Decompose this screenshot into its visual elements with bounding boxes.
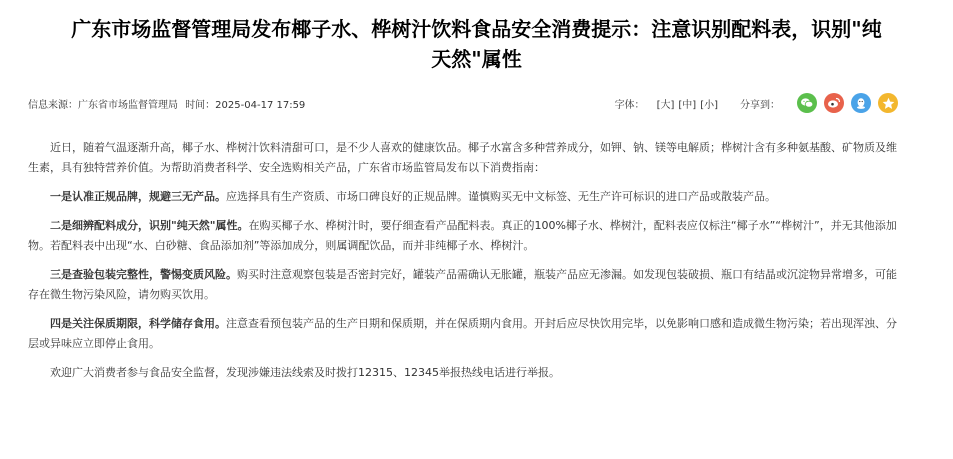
article-body	[28, 138, 903, 392]
paragraph	[28, 314, 903, 354]
paragraph	[28, 216, 903, 256]
article-title	[20, 14, 933, 74]
weibo-icon[interactable]	[824, 93, 844, 113]
paragraph-text: 近日，随着气温逐渐升高，椰子水、桦树汁饮料清甜可口，是不少人喜欢的健康饮品。椰子水富含多种营养成分，如钾、钠、镁等电解质；桦树汁含有多种氨基酸、矿物质及维生素，具有独特营养价值。为帮助消费者科学、安全选购相关产品，广东省市场监管局发布以下消费指南：	[28, 141, 897, 174]
font-size-large-button[interactable]: [大]	[656, 99, 675, 111]
paragraph	[28, 363, 903, 383]
article-source: 信息来源：广东省市场监督管理局	[28, 100, 178, 111]
paragraph	[28, 265, 903, 305]
wechat-icon[interactable]	[797, 93, 817, 113]
article-meta	[28, 96, 309, 111]
title-line-2: 天然"属性	[431, 47, 522, 71]
article-time: 时间：2025-04-17 17:59	[185, 100, 306, 111]
share-label: 分享到：	[740, 99, 780, 111]
article-meta-bar	[28, 90, 898, 116]
paragraph-text: 应选择具有生产资质、市场口碑良好的正规品牌。谨慎购买无中文标签、无生产许可标识的进口产品或散装产品。	[226, 190, 776, 203]
title-line-1: 广东市场监督管理局发布椰子水、桦树汁饮料食品安全消费提示：注意识别配料表，识别"纯	[71, 17, 882, 41]
font-size-medium-button[interactable]: [中]	[678, 99, 697, 111]
paragraph-text: 注意查看预包装产品的生产日期和保质期，并在保质期内食用。开封后应尽快饮用完毕，以免影响口感和造成微生物污染；若出现浑浊、分层或异味应立即停止食用。	[28, 317, 897, 350]
paragraph-heading: 四是关注保质期限，科学储存食用。	[50, 317, 226, 330]
paragraph-text: 购买时注意观察包装是否密封完好，罐装产品需确认无胀罐，瓶装产品应无渗漏。如发现包装破损、瓶口有结晶或沉淀物异常增多，可能存在微生物污染风险，请勿购买饮用。	[28, 268, 897, 301]
paragraph-text: 欢迎广大消费者参与食品安全监督，发现涉嫌违法线索及时拨打12315、12345举报热线电话进行举报。	[50, 366, 560, 379]
paragraph	[28, 138, 903, 178]
font-size-small-button[interactable]: [小]	[700, 99, 718, 111]
paragraph-text: 在购买椰子水、桦树汁时，要仔细查看产品配料表。真正的100%椰子水、桦树汁，配料表应仅标注“椰子水”“桦树汁”，并无其他添加物。若配料表中出现“水、白砂糖、食品添加剂”等添加成分，则属调配饮品，而并非纯椰子水、桦树汁。	[28, 219, 897, 252]
paragraph-heading: 二是细辨配料成分，识别"纯天然"属性。	[50, 219, 249, 232]
paragraph-heading: 一是认准正规品牌，规避三无产品。	[50, 190, 226, 203]
qzone-icon[interactable]	[878, 93, 898, 113]
paragraph-heading: 三是查验包装完整性，警惕变质风险。	[50, 268, 237, 281]
font-size-label: 字体：	[614, 99, 645, 111]
qq-icon[interactable]	[851, 93, 871, 113]
article-tools	[615, 90, 898, 116]
paragraph	[28, 187, 903, 207]
